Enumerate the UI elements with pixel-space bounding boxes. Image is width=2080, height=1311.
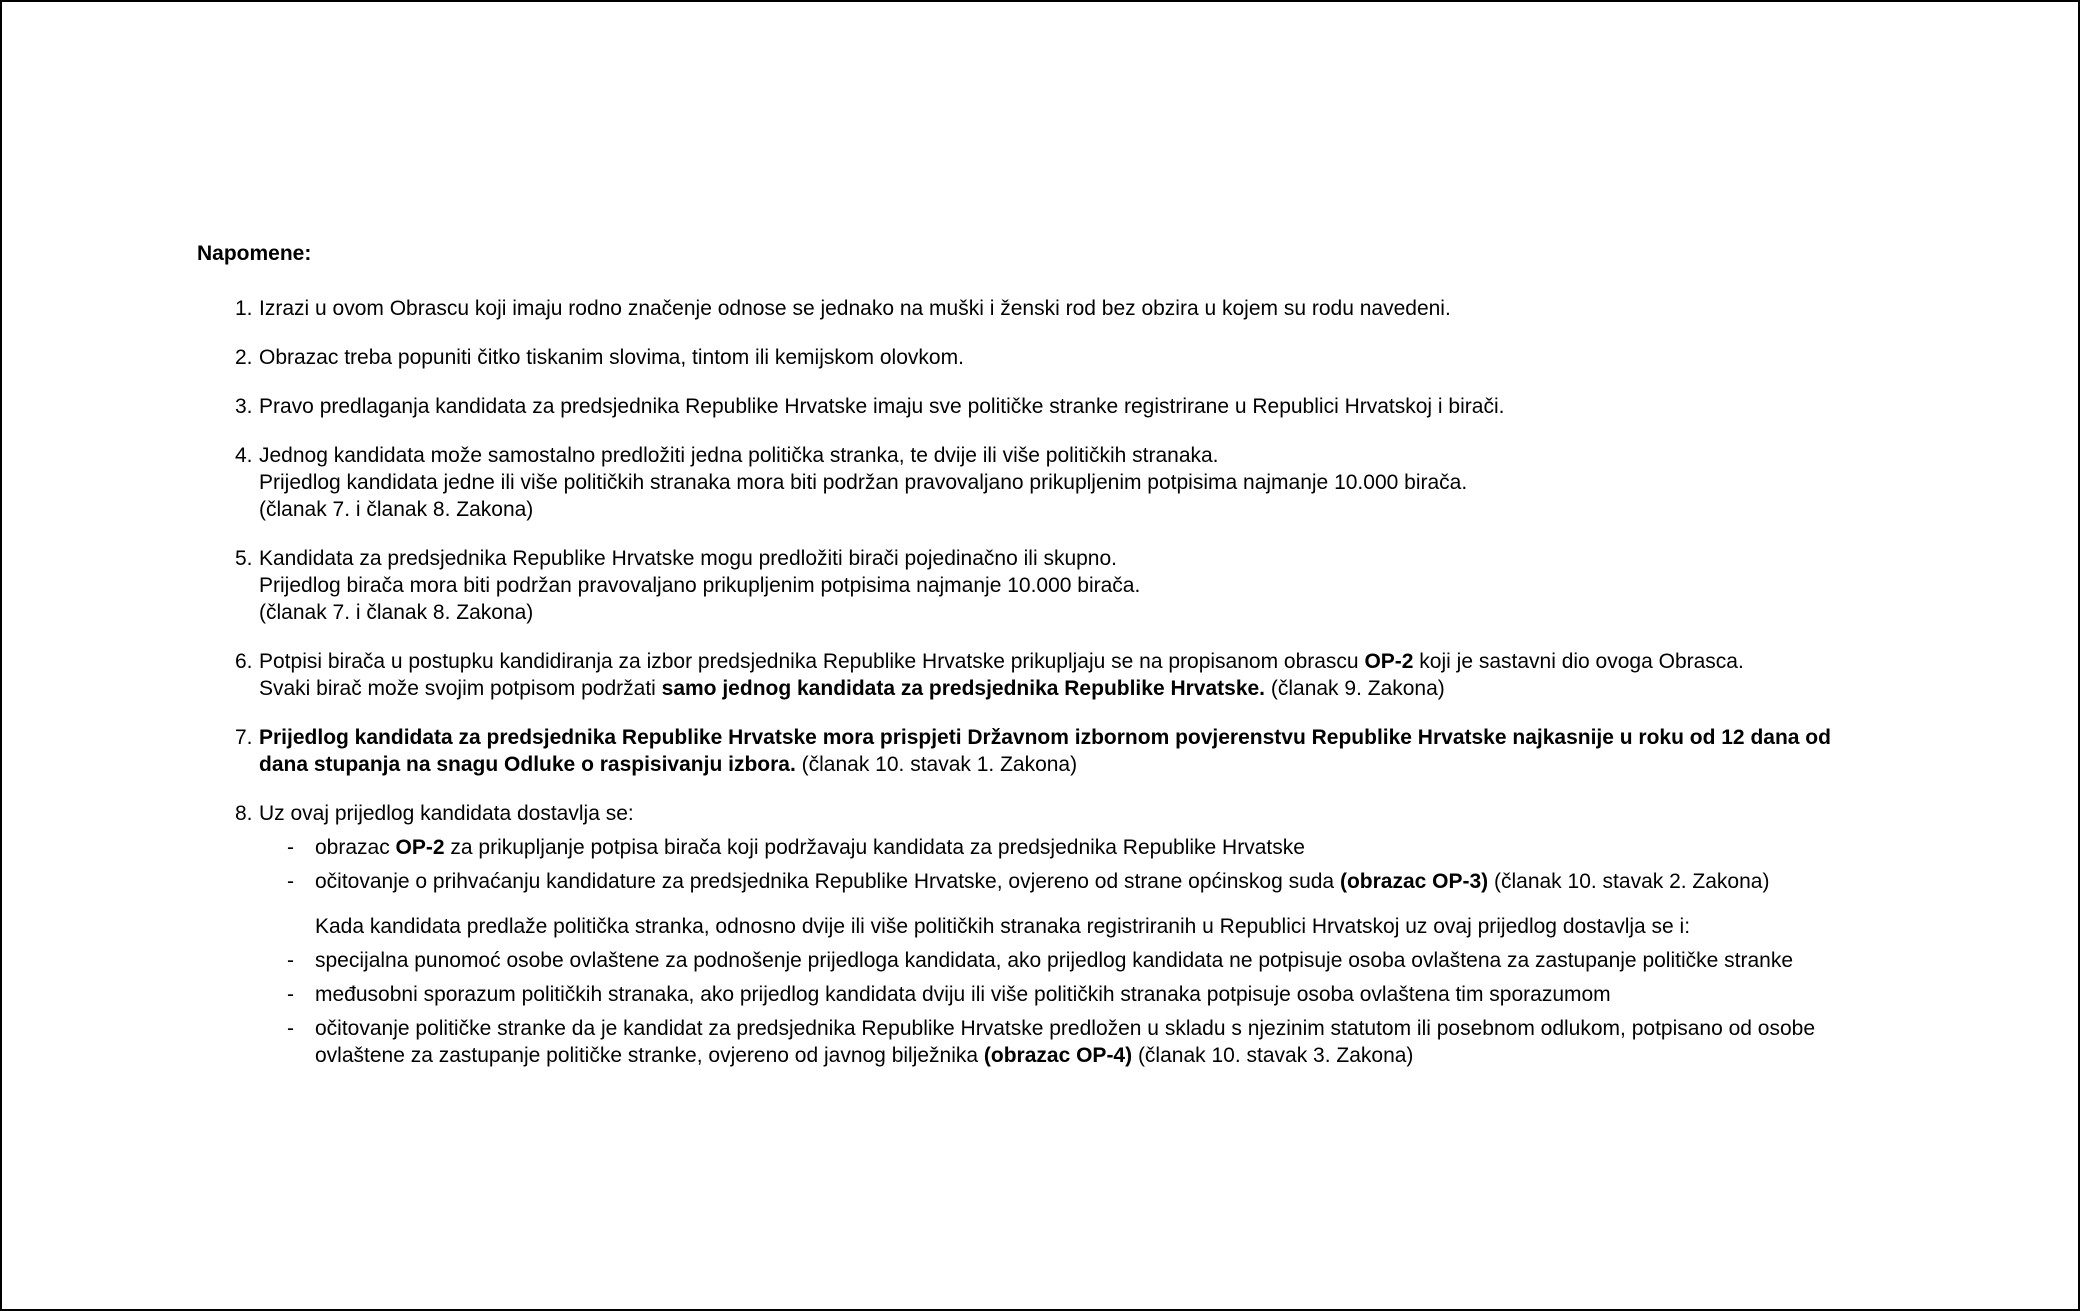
note-item-3 — [235, 393, 1897, 420]
text-segment: (članak 9. Zakona) — [1265, 677, 1445, 700]
text-segment: Prijedlog kandidata jedne ili više političkih stranaka mora biti podržan pravovaljano prikupljenim potpisima najmanje 10.000 birača. — [259, 471, 1468, 494]
item-number: 4. — [235, 444, 253, 467]
text-segment: očitovanje o prihvaćanju kandidature za predsjednika Republike Hrvatske, ovjereno od strane općinskog suda — [315, 870, 1340, 893]
bold-text-segment: Prijedlog kandidata za predsjednika Republike Hrvatske mora prispjeti Državnom izbornom povjerenstvu Republike Hrvatske najkasnije u roku od 12 dana od dana stupanja na snagu Odluke o raspisivanju izbora. — [259, 726, 1831, 776]
dash-marker: - — [287, 870, 294, 893]
item-body — [259, 648, 1884, 702]
paragraph — [259, 496, 1884, 523]
item-body — [259, 800, 1884, 1069]
item-number: 5. — [235, 547, 253, 570]
item-number: 2. — [235, 346, 253, 369]
text-segment: obrazac — [315, 836, 396, 859]
text-segment: Kandidata za predsjednika Republike Hrvatske mogu predložiti birači pojedinačno ili skupno. — [259, 547, 1117, 570]
note-item-6 — [235, 648, 1897, 702]
paragraph — [259, 393, 1884, 420]
text-segment: (članak 7. i članak 8. Zakona) — [259, 498, 534, 521]
text-segment: Izrazi u ovom Obrascu koji imaju rodno značenje odnose se jednako na muški i ženski rod bez obzira u kojem su rodu navedeni. — [259, 297, 1451, 320]
item-number: 6. — [235, 650, 253, 673]
item-body — [259, 295, 1884, 322]
dash-bullet — [259, 981, 1884, 1008]
dash-bullet — [259, 1015, 1884, 1069]
paragraph-text — [259, 677, 1445, 700]
paragraph-text — [315, 834, 1884, 861]
paragraph-text — [315, 981, 1884, 1008]
text-segment: Uz ovaj prijedlog kandidata dostavlja se: — [259, 802, 634, 825]
paragraph — [259, 344, 1884, 371]
note-item-5 — [235, 545, 1897, 626]
paragraph — [259, 442, 1884, 469]
dash-marker: - — [287, 949, 294, 972]
dash-marker: - — [287, 1017, 294, 1040]
paragraph-text — [259, 726, 1831, 776]
paragraph — [259, 572, 1884, 599]
notes-list — [235, 295, 1897, 1069]
note-item-4 — [235, 442, 1897, 523]
paragraph-text — [315, 947, 1884, 974]
paragraph — [259, 469, 1884, 496]
note-item-1 — [235, 295, 1897, 322]
paragraph-text — [259, 498, 533, 521]
notes-heading: Napomene: — [197, 242, 312, 265]
bold-text-segment: OP-2 — [395, 836, 445, 859]
dash-bullet — [259, 947, 1884, 974]
paragraph — [259, 545, 1884, 572]
item-body — [259, 545, 1884, 626]
paragraph-text — [259, 574, 1140, 597]
text-segment: Kada kandidata predlaže politička stranka, odnosno dvije ili više političkih stranaka registriranih u Republici Hrvatskoj uz ovaj prijedlog dostavlja se i: — [315, 915, 1691, 938]
text-segment: za prikupljanje potpisa birača koji podržavaju kandidata za predsjednika Republike Hrvatske — [444, 836, 1305, 859]
paragraph — [259, 724, 1884, 778]
text-segment: očitovanje političke stranke da je kandidat za predsjednika Republike Hrvatske predložen u skladu s njezinim statutom ili posebnom odlukom, potpisano od osobe ovlaštene za zastupanje političke stranke, ovjereno od javnog bilježnika — [315, 1017, 1816, 1067]
paragraph-text — [315, 868, 1884, 895]
item-number: 8. — [235, 802, 253, 825]
paragraph — [259, 295, 1884, 322]
item-body — [259, 344, 1884, 371]
paragraph-text — [259, 650, 1744, 673]
bold-text-segment: samo jednog kandidata za predsjednika Republike Hrvatske. — [661, 677, 1266, 700]
text-segment: (članak 10. stavak 2. Zakona) — [1488, 870, 1770, 893]
note-item-7 — [235, 724, 1897, 778]
dash-bullet — [259, 868, 1884, 895]
paragraph-text — [259, 346, 964, 369]
text-segment: Potpisi birača u postupku kandidiranja za izbor predsjednika Republike Hrvatske prikupljaju se na propisanom obrascu — [259, 650, 1365, 673]
text-segment: koji je sastavni dio ovoga Obrasca. — [1413, 650, 1744, 673]
paragraph — [259, 599, 1884, 626]
dash-marker: - — [287, 836, 294, 859]
text-segment: Prijedlog birača mora biti podržan pravovaljano prikupljenim potpisima najmanje 10.000 birača. — [259, 574, 1141, 597]
paragraph — [259, 913, 1884, 940]
text-segment: Obrazac treba popuniti čitko tiskanim slovima, tintom ili kemijskom olovkom. — [259, 346, 964, 369]
item-number: 1. — [235, 297, 253, 320]
text-segment: (članak 10. stavak 3. Zakona) — [1132, 1044, 1414, 1067]
dash-bullet — [259, 834, 1884, 861]
text-segment: Jednog kandidata može samostalno predložiti jedna politička stranka, te dvije ili više političkih stranaka. — [259, 444, 1219, 467]
text-segment: međusobni sporazum političkih stranaka, ako prijedlog kandidata dviju ili više političkih stranaka potpisuje osoba ovlaštena tim sporazumom — [315, 983, 1611, 1006]
dash-marker: - — [287, 983, 294, 1006]
paragraph-text — [259, 471, 1467, 494]
paragraph-text — [259, 802, 634, 825]
paragraph-text — [259, 547, 1117, 570]
text-segment: Svaki birač može svojim potpisom podržati — [259, 677, 662, 700]
paragraph-text — [259, 444, 1219, 467]
text-segment: specijalna punomoć osobe ovlaštene za podnošenje prijedloga kandidata, ako prijedlog kandidata ne potpisuje osoba ovlaštena za zastupanje političke stranke — [315, 949, 1794, 972]
paragraph-text — [259, 395, 1504, 418]
note-item-2 — [235, 344, 1897, 371]
paragraph-text — [315, 915, 1690, 938]
item-body — [259, 724, 1884, 778]
item-number: 3. — [235, 395, 253, 418]
bold-text-segment: OP-2 — [1364, 650, 1414, 673]
text-segment: (članak 10. stavak 1. Zakona) — [795, 753, 1078, 776]
paragraph — [259, 675, 1884, 702]
bold-text-segment: (obrazac OP-4) — [983, 1044, 1133, 1067]
bold-text-segment: (obrazac OP-3) — [1339, 870, 1489, 893]
notes-section — [197, 240, 1897, 1091]
text-segment: (članak 7. i članak 8. Zakona) — [259, 601, 534, 624]
item-number: 7. — [235, 726, 253, 749]
note-item-8 — [235, 800, 1897, 1069]
text-segment: Pravo predlaganja kandidata za predsjednika Republike Hrvatske imaju sve političke stranke registrirane u Republici Hrvatskoj i birači. — [259, 395, 1505, 418]
paragraph — [259, 648, 1884, 675]
item-body — [259, 442, 1884, 523]
item-body — [259, 393, 1884, 420]
paragraph — [259, 800, 1884, 827]
paragraph-text — [259, 601, 533, 624]
paragraph-text — [315, 1015, 1884, 1069]
paragraph-text — [259, 297, 1451, 320]
